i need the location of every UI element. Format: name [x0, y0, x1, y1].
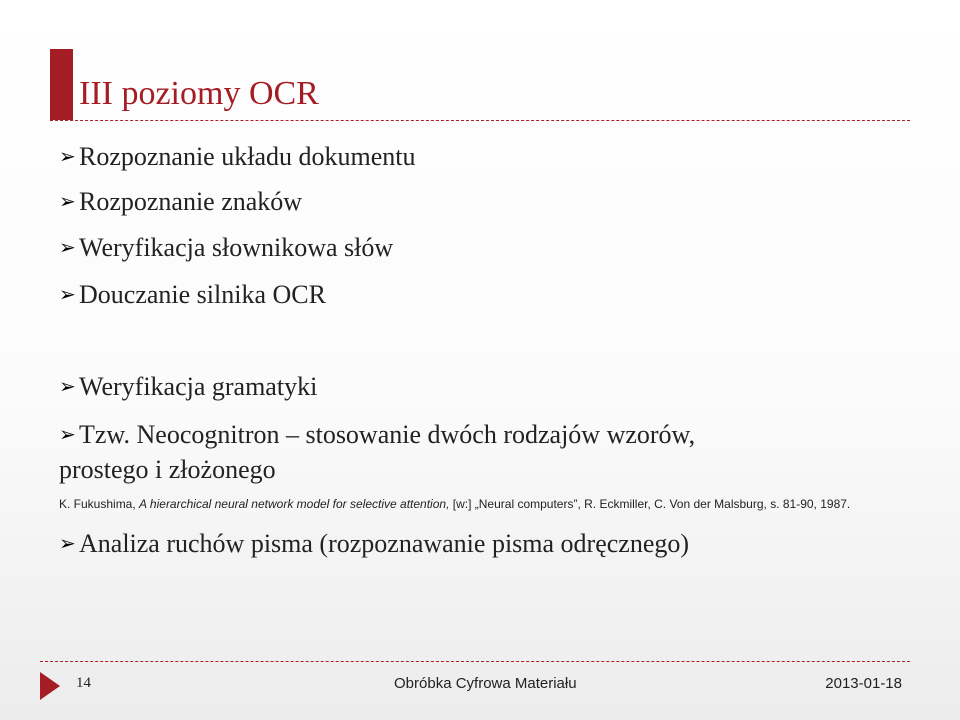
bullet-item: [59, 419, 695, 452]
citation: [59, 497, 850, 511]
bullet-item: [59, 528, 689, 561]
citation-prefix: K. Fukushima,: [59, 497, 140, 511]
title-divider: [50, 120, 910, 121]
bullet-item: [59, 141, 415, 174]
bullet-text: Analiza ruchów pisma (rozpoznawanie pisma odręcznego): [79, 529, 690, 558]
arrow-bullet-icon: ➢: [59, 422, 76, 446]
bullet-text: Douczanie silnika OCR: [79, 280, 326, 309]
arrow-bullet-icon: ➢: [59, 374, 76, 398]
bullet-continuation: prostego i złożonego: [59, 455, 276, 484]
bullet-item: [59, 232, 393, 265]
footer-date: 2013-01-18: [825, 675, 902, 692]
bullet-item: [59, 279, 326, 312]
bullet-item: [59, 186, 302, 219]
arrow-bullet-icon: ➢: [59, 282, 76, 306]
arrow-bullet-icon: ➢: [59, 144, 76, 168]
arrow-bullet-icon: ➢: [59, 189, 76, 213]
bullet-text: Rozpoznanie układu dokumentu: [79, 142, 416, 171]
bullet-text: Rozpoznanie znaków: [79, 187, 303, 216]
arrow-bullet-icon: ➢: [59, 235, 76, 259]
bullet-item: [59, 371, 317, 404]
bullet-text: Tzw. Neocognitron – stosowanie dwóch rodzajów wzorów,: [79, 420, 696, 449]
bullet-text: Weryfikacja gramatyki: [79, 372, 318, 401]
footer-divider: [40, 661, 910, 662]
slide-title: III poziomy OCR: [79, 75, 319, 112]
title-accent-bar: [50, 49, 73, 120]
bullet-text: Weryfikacja słownikowa słów: [79, 233, 394, 262]
footer-title: Obróbka Cyfrowa Materiału: [394, 675, 577, 692]
citation-title: A hierarchical neural network model for selective attention,: [139, 497, 450, 511]
footer-arrow-icon: [40, 672, 60, 700]
arrow-bullet-icon: ➢: [59, 531, 76, 555]
citation-suffix: [w:] „Neural computers”, R. Eckmiller, C. Von der Malsburg, s. 81-90, 1987.: [449, 497, 851, 511]
page-number: 14: [76, 675, 91, 691]
